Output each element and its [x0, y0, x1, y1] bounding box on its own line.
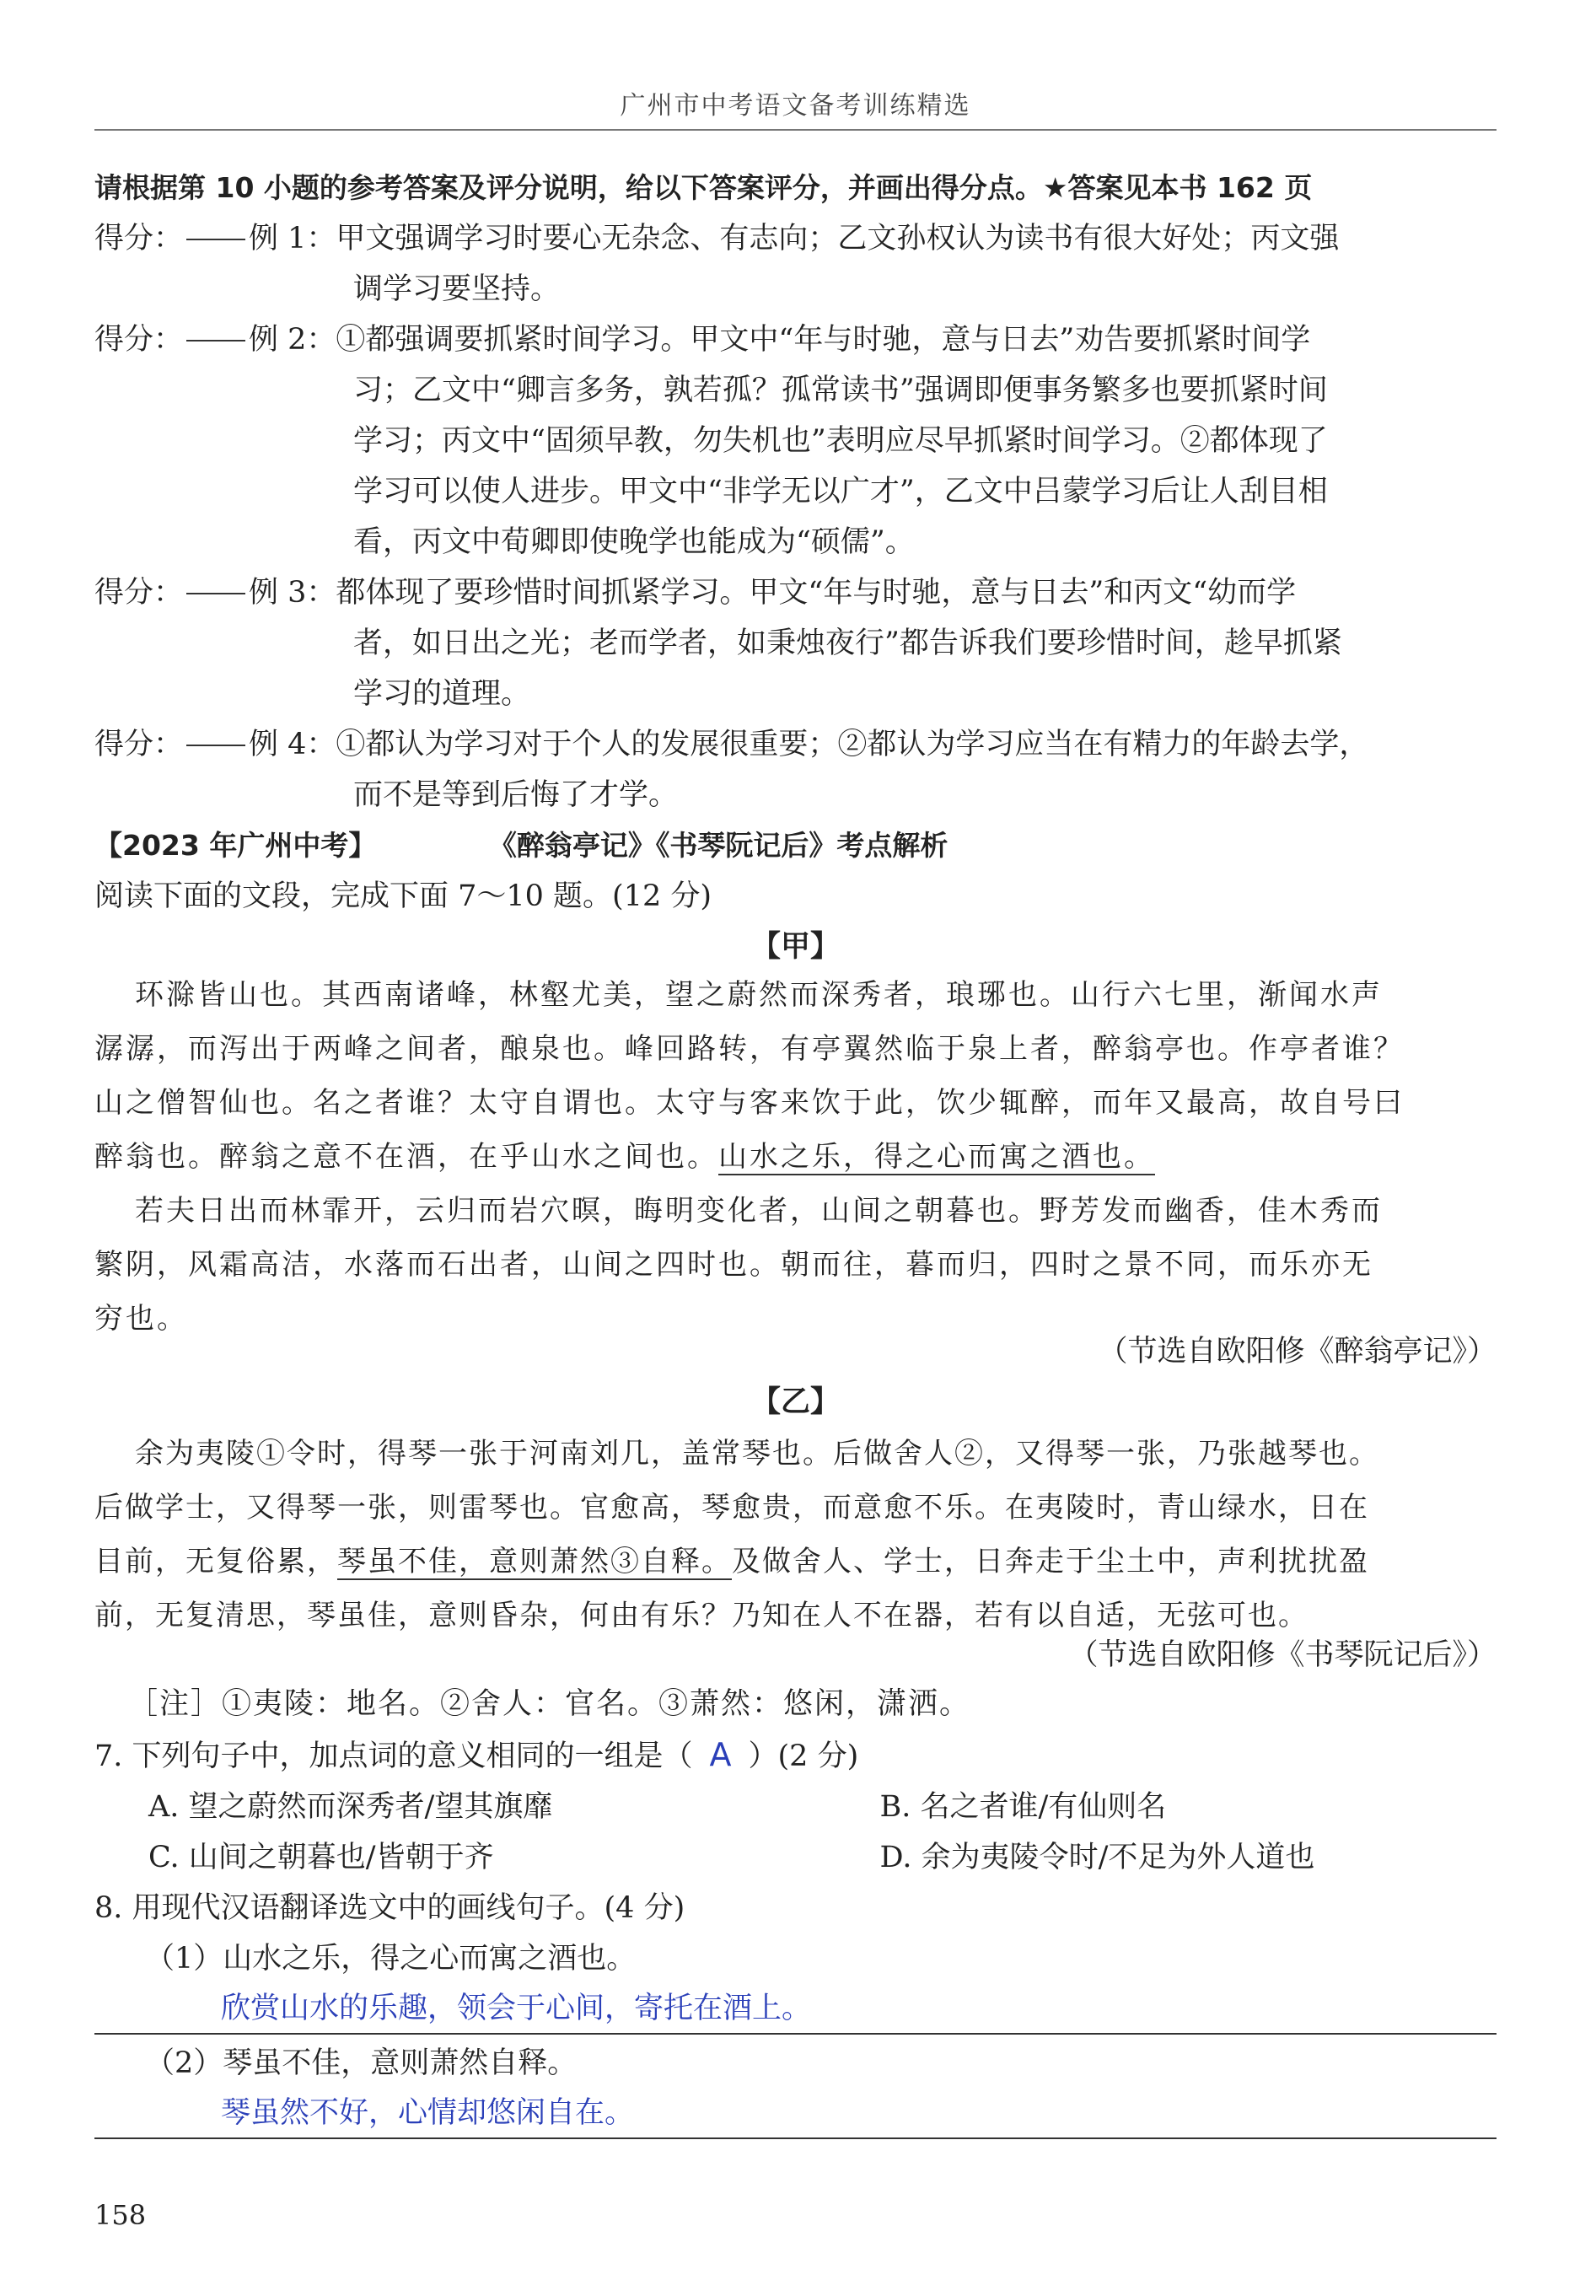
score-blank[interactable]	[186, 567, 245, 594]
passage-line: 繁阴，风霜高洁，水落而石出者，山间之四时也。朝而往，暮而归，四时之景不同，而乐亦无	[94, 1248, 1373, 1282]
passage-yi-note: ［注］①夷陵：地名。②舍人：官名。③萧然：悠闲，潇洒。	[128, 1687, 971, 1721]
passage-yi-source: （节选自欧阳修《书琴阮记后》）	[1068, 1638, 1497, 1672]
q7-answer: A	[709, 1736, 732, 1773]
passage-line: 环滁皆山也。其西南诸峰，林壑尤美，望之蔚然而深秀者，琅琊也。山行六七里，渐闻水声	[135, 978, 1383, 1012]
exam-topic: 《醉翁亭记》《书琴阮记后》考点解析	[502, 829, 948, 862]
passage-text: 醉翁也。醉翁之意不在酒，在乎山水之间也。	[94, 1140, 718, 1174]
q8-item-2-prompt: （2）琴虽不佳，意则萧然自释。	[145, 2046, 578, 2080]
passage-line: 穷也。	[94, 1302, 188, 1336]
example-label: 例 4：	[249, 728, 336, 761]
example-label: 例 3：	[249, 576, 336, 610]
passage-jia-source: （节选自欧阳修《醉翁亭记》）	[1098, 1335, 1497, 1368]
example-text: 学习；丙文中“固须早教，勿失机也”表明应尽早抓紧时间学习。②都体现了	[353, 424, 1328, 458]
underlined-sentence-1: 山水之乐，得之心而寓之酒也。	[718, 1140, 1155, 1174]
passage-line: 后做学士，又得琴一张，则雷琴也。官愈高，琴愈贵，而意愈不乐。在夷陵时，青山绿水，日在	[94, 1491, 1369, 1524]
example-text: 者，如日出之光；老而学者，如秉烛夜行”都告诉我们要珍惜时间，趁早抓紧	[353, 626, 1342, 660]
score-label: 得分：	[94, 222, 184, 255]
passage-yi	[94, 1427, 1497, 1643]
running-header: 广州市中考语文备考训练精选	[620, 91, 971, 121]
example-text: 甲文强调学习时要心无杂念、有志向；乙文孙权认为读书有很大好处；丙文强	[336, 222, 1340, 255]
score-blank[interactable]	[186, 719, 245, 746]
passage-jia-title: 【甲】	[750, 930, 840, 964]
passage-text: 及做舍人、学士，日奔走于尘土中，声利扰扰盈	[732, 1545, 1369, 1578]
example-text: ①都强调要抓紧时间学习。甲文中“年与时驰，意与日去”劝告要抓紧时间学	[336, 323, 1311, 357]
q8-item-1-answer[interactable]: 欣赏山水的乐趣，领会于心间，寄托在酒上。	[94, 1984, 1497, 2035]
exam-heading	[94, 820, 1497, 871]
q8-item-1-prompt: （1）山水之乐，得之心而寓之酒也。	[145, 1942, 637, 1976]
q7-option-d[interactable]: D. 余为夷陵令时/不足为外人道也	[879, 1841, 1315, 1874]
passage-line: 潺潺，而泻出于两峰之间者，酿泉也。峰回路转，有亭翼然临于泉上者，醉翁亭也。作亭者谁？	[94, 1032, 1405, 1066]
passage-line: 余为夷陵①令时，得琴一张于河南刘几，盖常琴也。后做舍人②，又得琴一张，乃张越琴也。	[135, 1437, 1379, 1471]
passage-line	[94, 1535, 1497, 1589]
passage-line: 若夫日出而林霏开，云归而岩穴暝，晦明变化者，山间之朝暮也。野芳发而幽香，佳木秀而	[135, 1194, 1383, 1228]
underlined-sentence-2: 琴虽不佳，意则萧然③自释。	[337, 1545, 732, 1578]
passage-jia	[94, 968, 1497, 1346]
passage-line: 山之僧智仙也。名之者谁？太守自谓也。太守与客来饮于此，饮少辄醉，而年又最高，故自号曰	[94, 1086, 1405, 1120]
q7-stem: 7. 下列句子中，加点词的意义相同的一组是（ A ）(2 分)	[94, 1736, 859, 1773]
score-label: 得分：	[94, 576, 184, 610]
example-2	[94, 315, 1497, 365]
passage-yi-title: 【乙】	[750, 1385, 840, 1419]
question-7	[94, 1729, 1497, 2139]
q8-stem: 8. 用现代汉语翻译选文中的画线句子。(4 分)	[94, 1891, 685, 1925]
example-text: 而不是等到后悔了才学。	[353, 778, 679, 812]
example-label: 例 1：	[249, 222, 336, 255]
q7-option-a[interactable]: A. 望之蔚然而深秀者/望其旗靡	[148, 1790, 553, 1824]
example-4	[94, 719, 1497, 770]
example-text: 调学习要坚持。	[353, 272, 561, 306]
example-text: 习；乙文中“卿言多务，孰若孤？孤常读书”强调即便事务繁多也要抓紧时间	[353, 374, 1328, 407]
passage-line	[94, 1130, 1497, 1184]
header-rule	[94, 129, 1497, 131]
example-text: ①都认为学习对于个人的发展很重要；②都认为学习应当在有精力的年龄去学，	[336, 728, 1369, 761]
example-text: 学习可以使人进步。甲文中“非学无以广才”，乙文中吕蒙学习后让人刮目相	[353, 475, 1328, 508]
example-text: 学习的道理。	[353, 677, 531, 711]
example-1	[94, 213, 1497, 264]
exam-intro: 阅读下面的文段，完成下面 7～10 题。(12 分)	[94, 879, 712, 913]
example-text: 看，丙文中荀卿即使晚学也能成为“硕儒”。	[353, 525, 915, 559]
q8-item-2-answer[interactable]: 琴虽然不好，心情却悠闲自在。	[94, 2089, 1497, 2139]
score-blank[interactable]	[186, 213, 245, 240]
example-text: 都体现了要珍惜时间抓紧学习。甲文“年与时驰，意与日去”和丙文“幼而学	[336, 576, 1297, 610]
q7-options	[94, 1782, 1497, 1883]
q7-option-b[interactable]: B. 名之者谁/有仙则名	[879, 1790, 1167, 1824]
q7-option-c[interactable]: C. 山间之朝暮也/皆朝于齐	[148, 1841, 494, 1874]
passage-text: 目前，无复俗累，	[94, 1545, 337, 1578]
score-label: 得分：	[94, 323, 184, 357]
page-number: 158	[94, 2199, 147, 2231]
scoring-instruction: 请根据第 10 小题的参考答案及评分说明，给以下答案评分，并画出得分点。★答案见本书 162 页	[94, 171, 1313, 204]
score-blank[interactable]	[186, 315, 245, 341]
example-label: 例 2：	[249, 323, 336, 357]
exam-section	[94, 820, 1497, 972]
scoring-section	[94, 163, 1497, 820]
score-label: 得分：	[94, 728, 184, 761]
passage-line: 前，无复清思，琴虽佳，意则昏杂，何由有乐？乃知在人不在器，若有以自适，无弦可也。	[94, 1599, 1309, 1632]
exam-tag: 【2023 年广州中考】	[94, 829, 377, 862]
example-3	[94, 567, 1497, 618]
